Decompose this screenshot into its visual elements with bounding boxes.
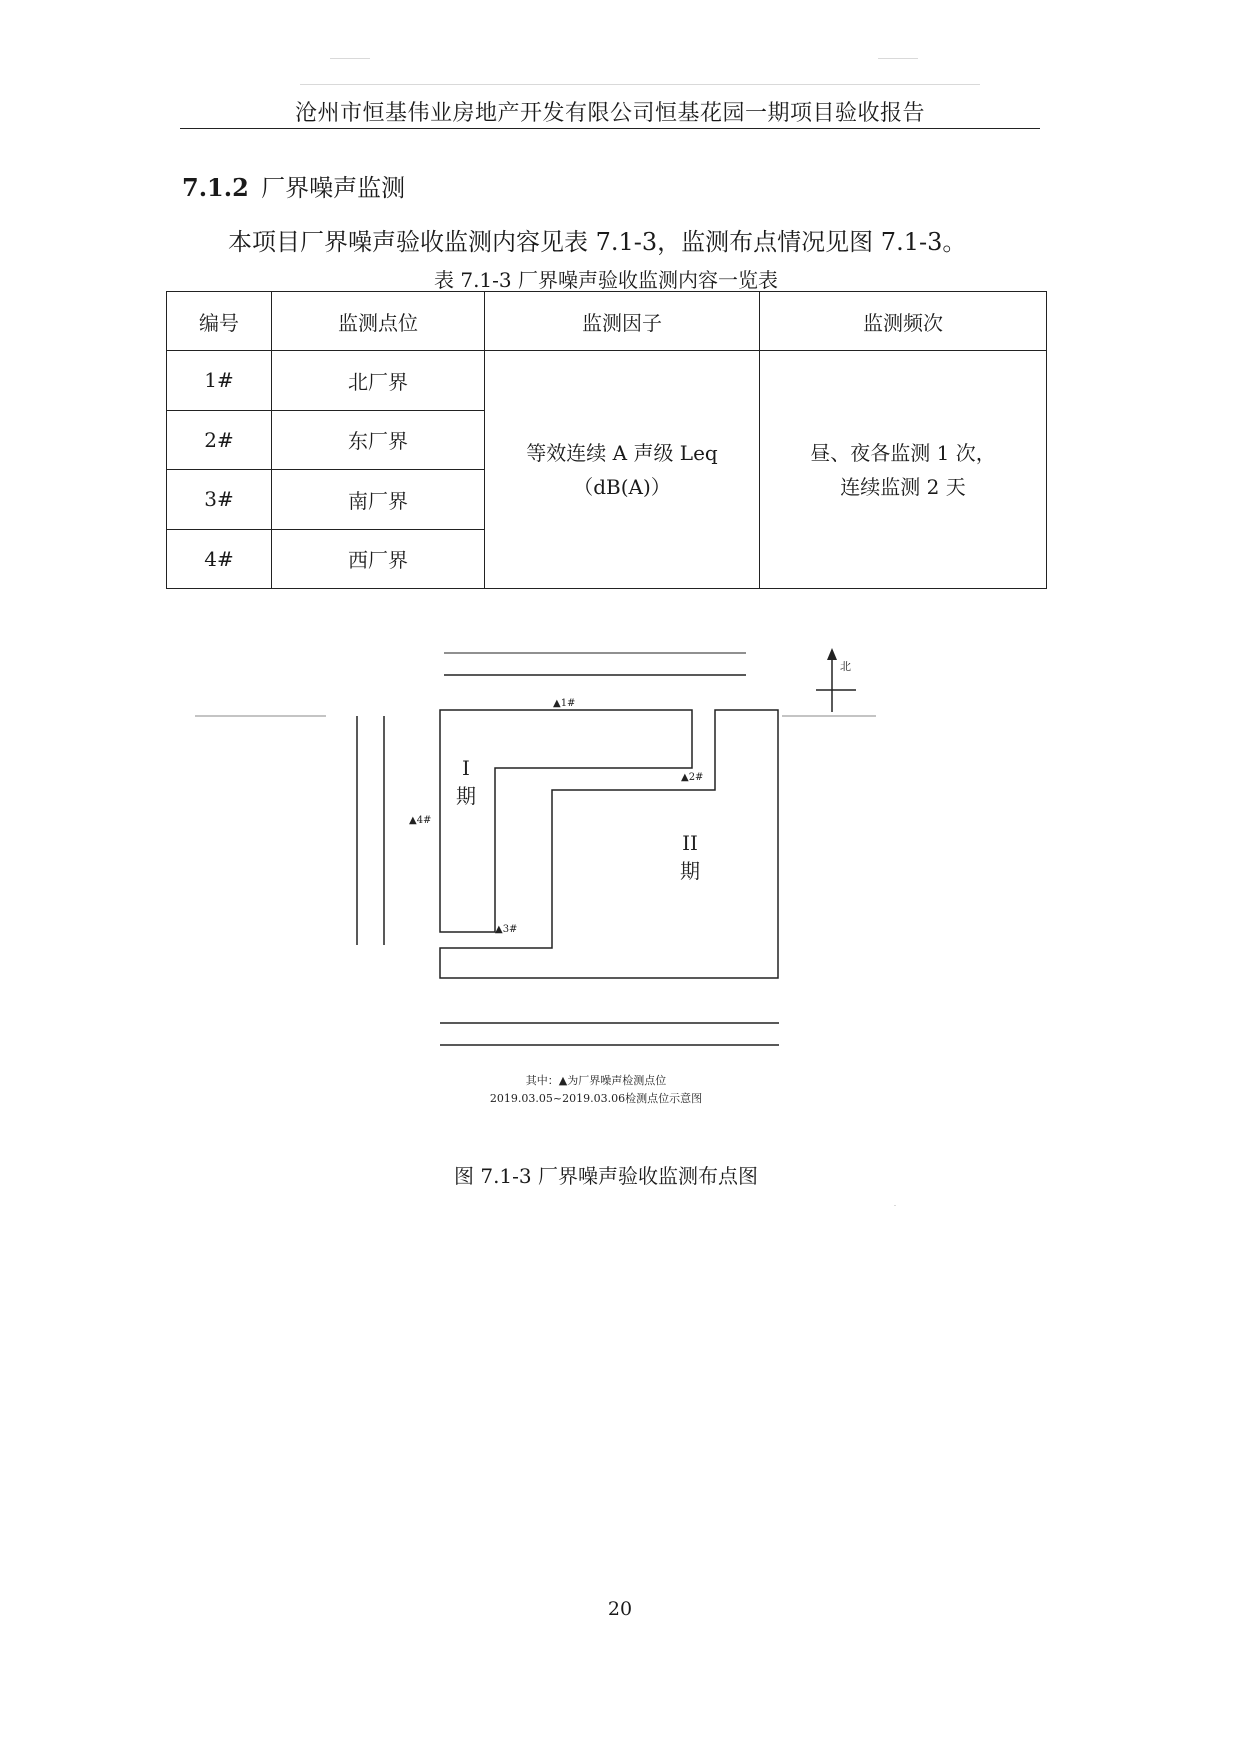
row-id: 3# <box>167 470 272 530</box>
phase1-label: I <box>462 756 470 780</box>
page-number: 20 <box>607 1598 633 1620</box>
monitoring-point-3: ▲3# <box>495 924 518 935</box>
row-id: 4# <box>167 529 272 589</box>
section-number: 7.1.2 <box>182 173 249 202</box>
figure-date-note: 2019.03.05~2019.03.06检测点位示意图 <box>489 1092 703 1105</box>
section-heading <box>182 168 405 203</box>
table-row <box>167 351 1047 411</box>
row-id: 1# <box>167 351 272 411</box>
scan-artifact-rule <box>878 58 918 59</box>
scan-artifact-rule <box>300 84 980 85</box>
header-location: 监测点位 <box>272 292 485 351</box>
monitoring-point-4: ▲4# <box>409 815 432 826</box>
frequency-line: 昼、夜各监测 1 次， <box>810 440 996 465</box>
scan-artifact-rule <box>330 58 370 59</box>
header-frequency: 监测频次 <box>760 292 1047 351</box>
north-label: 北 <box>840 660 851 673</box>
frequency-cell <box>760 351 1047 589</box>
table-header-row <box>167 292 1047 351</box>
row-location: 南厂界 <box>272 470 485 530</box>
factor-line: 等效连续 A 声级 Leq <box>526 440 718 465</box>
figure-legend: 其中：▲为厂界噪声检测点位 <box>525 1074 667 1087</box>
factor-unit: （dB(A)） <box>573 474 671 499</box>
header-id: 编号 <box>167 292 272 351</box>
factor-cell <box>485 351 760 589</box>
header-factor: 监测因子 <box>485 292 760 351</box>
table-caption: 表 7.1-3 厂界噪声验收监测内容一览表 <box>433 268 778 292</box>
running-header: 沧州市恒基伟业房地产开发有限公司恒基花园一期项目验收报告 <box>294 101 925 126</box>
body-paragraph: 本项目厂界噪声验收监测内容见表 7.1-3，监测布点情况见图 7.1-3。 <box>228 228 967 256</box>
row-location: 东厂界 <box>272 410 485 470</box>
north-arrow-icon <box>827 648 837 660</box>
monitoring-point-1: ▲1# <box>553 698 576 709</box>
row-location: 北厂界 <box>272 351 485 411</box>
row-id: 2# <box>167 410 272 470</box>
header-rule <box>180 128 1040 129</box>
section-title: 厂界噪声监测 <box>261 174 406 202</box>
phase1-label: 期 <box>456 784 476 808</box>
monitoring-layout-diagram <box>190 640 890 1120</box>
frequency-line: 连续监测 2 天 <box>840 474 966 499</box>
monitoring-point-2: ▲2# <box>681 772 704 783</box>
phase2-boundary <box>440 710 778 978</box>
phase2-label: II <box>682 831 698 855</box>
phase2-label: 期 <box>680 859 700 883</box>
noise-monitoring-table <box>166 291 1047 589</box>
row-location: 西厂界 <box>272 529 485 589</box>
scan-artifact-dot <box>894 1205 896 1206</box>
figure-caption: 图 7.1-3 厂界噪声验收监测布点图 <box>453 1164 758 1188</box>
phase1-boundary <box>440 710 692 932</box>
